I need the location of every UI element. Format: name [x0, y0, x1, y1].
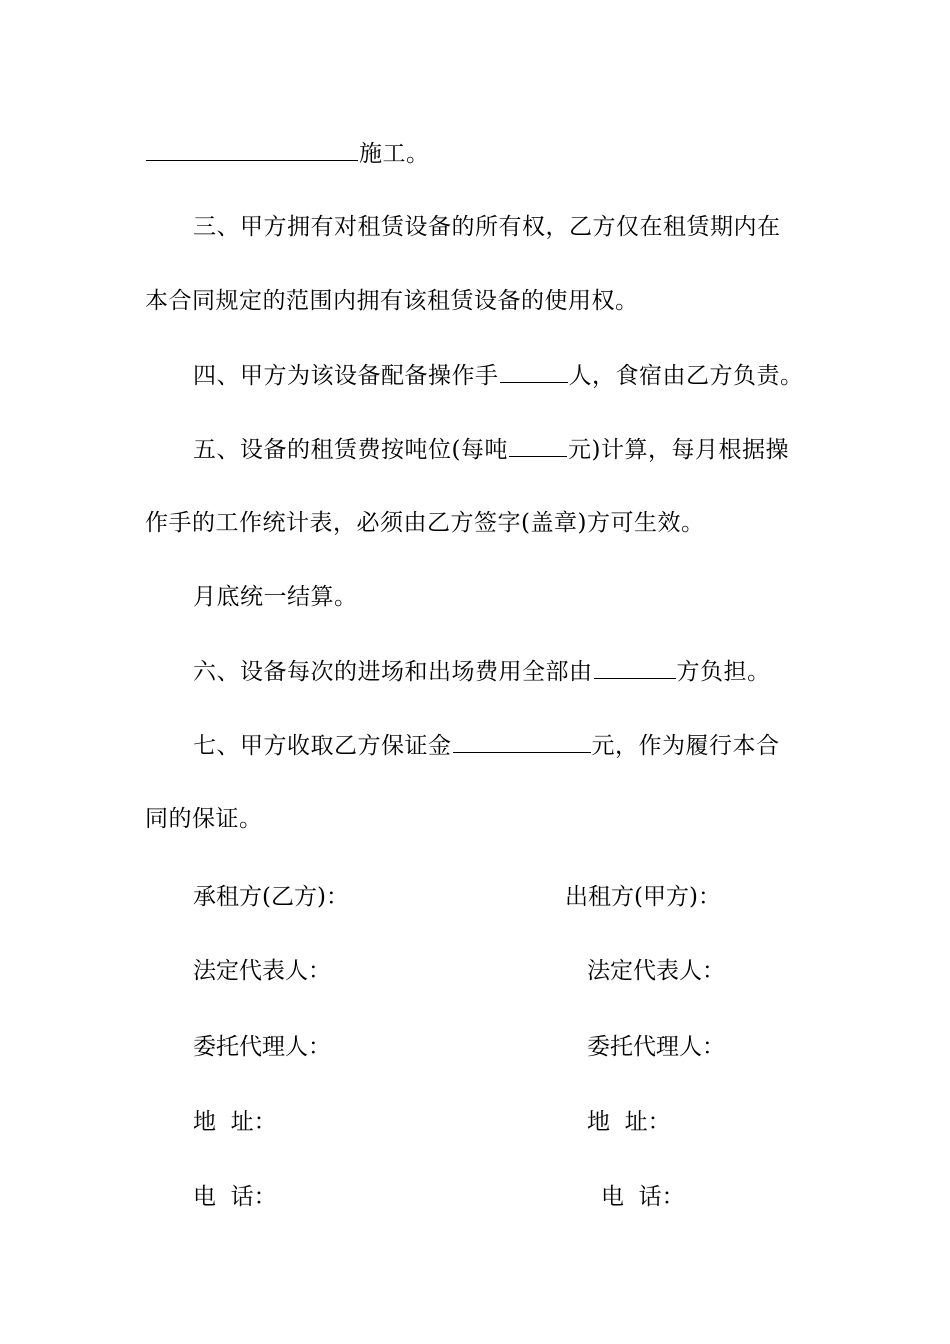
text-fragment: 元)计算，每月根据操 [567, 437, 789, 463]
lessee-party-label: 承租方(乙方)： [193, 884, 349, 910]
clause-5-line-3: 月底统一结算。 [193, 584, 358, 610]
text-fragment: 七、甲方收取乙方保证金 [193, 733, 452, 759]
lessee-legal-rep-label: 法定代表人： [193, 958, 331, 984]
clause-6 [193, 656, 771, 687]
lessor-party-label: 出租方(甲方)： [565, 884, 721, 910]
text-fragment: 方负担。 [676, 659, 771, 685]
blank-field-fee-party [594, 656, 676, 679]
blank-field-construction-site [146, 138, 358, 161]
clause-5-line-1 [193, 434, 789, 465]
lessor-legal-rep-label: 法定代表人： [587, 958, 725, 984]
blank-field-price-per-ton [509, 434, 567, 457]
clause-7-line-1 [193, 730, 780, 761]
text-fragment: 六、设备每次的进场和出场费用全部由 [193, 659, 593, 685]
text-fragment: 五、设备的租赁费按吨位(每吨 [193, 437, 508, 463]
lessor-phone-label: 电 话： [601, 1184, 685, 1210]
text-fragment: 人，食宿由乙方负责。 [568, 363, 804, 389]
text-fragment: 施工。 [359, 141, 430, 167]
lessor-address-label: 地 址： [587, 1109, 671, 1135]
clause-2-tail [145, 138, 430, 169]
lessee-agent-label: 委托代理人： [193, 1034, 331, 1060]
clause-3-line-1: 三、甲方拥有对租赁设备的所有权，乙方仅在租赁期内在 [193, 214, 781, 240]
text-fragment: 四、甲方为该设备配备操作手 [193, 363, 499, 389]
clause-7-line-2: 同的保证。 [145, 806, 263, 832]
lessee-phone-label: 电 话： [193, 1184, 277, 1210]
blank-field-operator-count [500, 360, 568, 383]
text-fragment: 元，作为履行本合 [591, 733, 780, 759]
clause-4 [193, 360, 804, 391]
lessor-agent-label: 委托代理人： [587, 1034, 725, 1060]
clause-5-line-2: 作手的工作统计表，必须由乙方签字(盖章)方可生效。 [145, 510, 705, 536]
clause-3-line-2: 本合同规定的范围内拥有该租赁设备的使用权。 [145, 288, 639, 314]
blank-field-deposit-amount [453, 730, 591, 753]
lessee-address-label: 地 址： [193, 1109, 277, 1135]
